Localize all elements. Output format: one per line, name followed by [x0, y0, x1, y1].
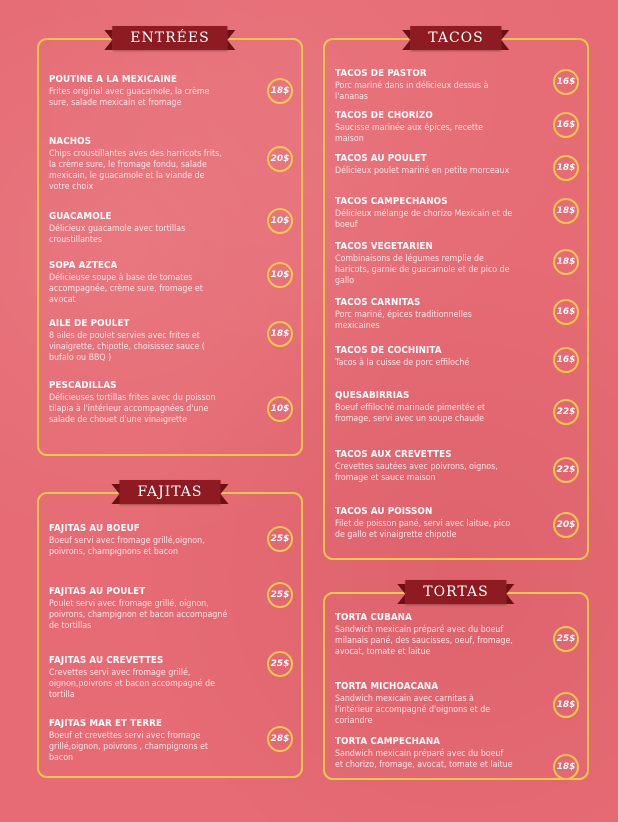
- item-name: TACOS DE COCHINITA: [335, 345, 442, 356]
- menu-item: [49, 260, 293, 306]
- item-desc: Porc mariné, épices traditionnelles mexicaines: [335, 310, 472, 331]
- item-name: TACOS AUX CREVETTES: [335, 449, 452, 460]
- item-desc: Tacos à la cuisse de porc effiloché: [335, 358, 470, 368]
- tacos-banner: TACOS: [410, 26, 501, 50]
- price-badge: 22$: [553, 399, 579, 425]
- item-name: SOPA AZTECA: [49, 260, 118, 271]
- menu-item: [49, 318, 293, 364]
- price-badge: 25$: [267, 651, 293, 677]
- item-name: TACOS AU POULET: [335, 153, 427, 164]
- menu-item: [335, 681, 579, 727]
- item-desc: Combinaisons de légumes remplie de haricots, garnie de guacamole et de pico de gallo: [335, 254, 510, 286]
- item-name: FAJITAS AU BOEUF: [49, 523, 140, 534]
- item-desc: Délicieux poulet mariné en petite morceaux: [335, 166, 510, 176]
- price-badge: 10$: [267, 208, 293, 234]
- menu-item: [49, 523, 293, 558]
- menu-item: [335, 68, 579, 103]
- price-badge: 16$: [553, 347, 579, 373]
- item-name: TACOS CARNITAS: [335, 297, 421, 308]
- menu-item: [49, 74, 293, 109]
- item-name: TACOS AU POISSON: [335, 506, 433, 517]
- menu-item: [335, 196, 579, 231]
- item-name: QUESABIRRIAS: [335, 390, 410, 401]
- item-desc: Sandwich mexicain préparé avec du boeuf milanais pané, des saucisses, oeuf, fromage, avocat, tomate et laitue: [335, 625, 513, 657]
- item-desc: Délicieux guacamole avec tortillas croustillantes: [49, 224, 186, 245]
- price-badge: 10$: [267, 262, 293, 288]
- item-desc: Crevettes servi avec fromage grillé, oignon,poivrons et bacon accompagné de tortilla: [49, 668, 216, 700]
- item-desc: 8 ailes de poulet servies avec frites et vinaigrette, chipotle, choisissez sauce ( bufalo ou BBQ ): [49, 331, 205, 363]
- item-desc: Porc mariné dans in délicieux dessus à l'ananas: [335, 81, 489, 102]
- price-badge: 25$: [267, 582, 293, 608]
- menu-item: [335, 612, 579, 658]
- price-badge: 20$: [553, 512, 579, 538]
- item-name: PESCADILLAS: [49, 380, 117, 391]
- menu-item: [335, 153, 579, 177]
- entrees-banner: ENTRÉES: [112, 26, 227, 50]
- menu-item: [49, 211, 293, 246]
- price-badge: 18$: [267, 321, 293, 347]
- price-badge: 10$: [267, 396, 293, 422]
- price-badge: 25$: [553, 626, 579, 652]
- item-desc: Chips croustillantes aves des harricots frits, la crème sure, le fromage fondu, salade mexicain, le guacamole et la viande de votre choix: [49, 149, 222, 192]
- menu-item: [335, 390, 579, 425]
- item-name: TORTA MICHOACANA: [335, 681, 439, 692]
- item-name: POUTINE A LA MEXICAINE: [49, 74, 178, 85]
- item-name: TORTA CAMPECHANA: [335, 736, 441, 747]
- tortas-panel: [323, 584, 589, 780]
- menu-item: [49, 718, 293, 764]
- menu-item: [49, 136, 293, 193]
- price-badge: 18$: [553, 754, 579, 780]
- menu-item: [49, 655, 293, 701]
- price-badge: 16$: [553, 69, 579, 95]
- fajitas-banner: FAJITAS: [119, 480, 220, 504]
- item-desc: Sandwich mexicain préparé avec du boeuf et chorizo, fromage, avocat, tomate et laitue: [335, 749, 513, 770]
- price-badge: 28$: [267, 726, 293, 752]
- item-name: AILE DE POULET: [49, 318, 130, 329]
- price-badge: 20$: [267, 146, 293, 172]
- item-desc: Poulet servi avec fromage grillé, oignon, poivrons, champignon et bacon accompagné de tortillas: [49, 599, 228, 631]
- price-badge: 25$: [267, 526, 293, 552]
- item-desc: Frites original avec guacamole, la crème sure, salade mexicain et fromage: [49, 87, 210, 108]
- item-name: FAJITAS MAR ET TERRE: [49, 718, 163, 729]
- tacos-panel: [323, 30, 589, 560]
- item-desc: Filet de poisson pané, servi avec laitue, pico de gallo et vinaigrette chipotle: [335, 519, 511, 540]
- item-name: TACOS VEGETARIEN: [335, 241, 433, 252]
- item-name: NACHOS: [49, 136, 92, 147]
- price-badge: 22$: [553, 457, 579, 483]
- price-badge: 16$: [553, 299, 579, 325]
- menu-item: [49, 586, 293, 632]
- tortas-banner: TORTAS: [405, 580, 506, 604]
- price-badge: 18$: [553, 692, 579, 718]
- item-name: TACOS DE CHORIZO: [335, 110, 433, 121]
- item-name: TACOS CAMPECHANOS: [335, 196, 448, 207]
- entrees-panel: [37, 30, 303, 456]
- item-name: GUACAMOLE: [49, 211, 112, 222]
- menu-item: [335, 449, 579, 484]
- item-desc: Boeuf servi avec fromage grillé,oignon, poivrons, champignons et bacon: [49, 536, 205, 557]
- price-badge: 16$: [553, 112, 579, 138]
- price-badge: 18$: [553, 198, 579, 224]
- item-desc: Saucisse marinée aux épices, recette maison: [335, 123, 483, 144]
- item-desc: Boeuf et crevettes servi avec fromage grillé,oignon, poivrons , champignons et bacon: [49, 731, 209, 763]
- item-desc: Délicieuse soupe à base de tomates accompagnée, crème sure, fromage et avocat: [49, 273, 203, 305]
- item-desc: Délicieuses tortillas frites avec du poisson tilapia à l'intérieur accompagnées d'une salade de chouet d'une vinaigrette: [49, 393, 216, 425]
- menu-item: [335, 110, 579, 145]
- menu-item: [335, 297, 579, 332]
- menu-item: [335, 241, 579, 287]
- price-badge: 18$: [267, 78, 293, 104]
- menu-item: [335, 506, 579, 541]
- item-desc: Sandwich mexicain avec carnitas à l'intérieur accompagné d'oignons et de coriandre: [335, 694, 491, 726]
- menu-item: [49, 380, 293, 426]
- menu-item: [335, 736, 579, 771]
- item-desc: Boeuf effiloché marinade pimentée et fromage, servi avec un soupe chaude: [335, 403, 486, 424]
- item-name: TORTA CUBANA: [335, 612, 412, 623]
- item-desc: Délicieux mélange de chorizo Mexicain et de boeuf: [335, 209, 513, 230]
- item-name: FAJITAS AU CREVETTES: [49, 655, 164, 666]
- item-name: FAJITAS AU POULET: [49, 586, 146, 597]
- price-badge: 18$: [553, 249, 579, 275]
- fajitas-panel: [37, 484, 303, 778]
- item-name: TACOS DE PASTOR: [335, 68, 427, 79]
- price-badge: 18$: [553, 155, 579, 181]
- item-desc: Crevettes sautées avec poivrons, oignos, fromage et sauce maison: [335, 462, 498, 483]
- menu-item: [335, 345, 579, 369]
